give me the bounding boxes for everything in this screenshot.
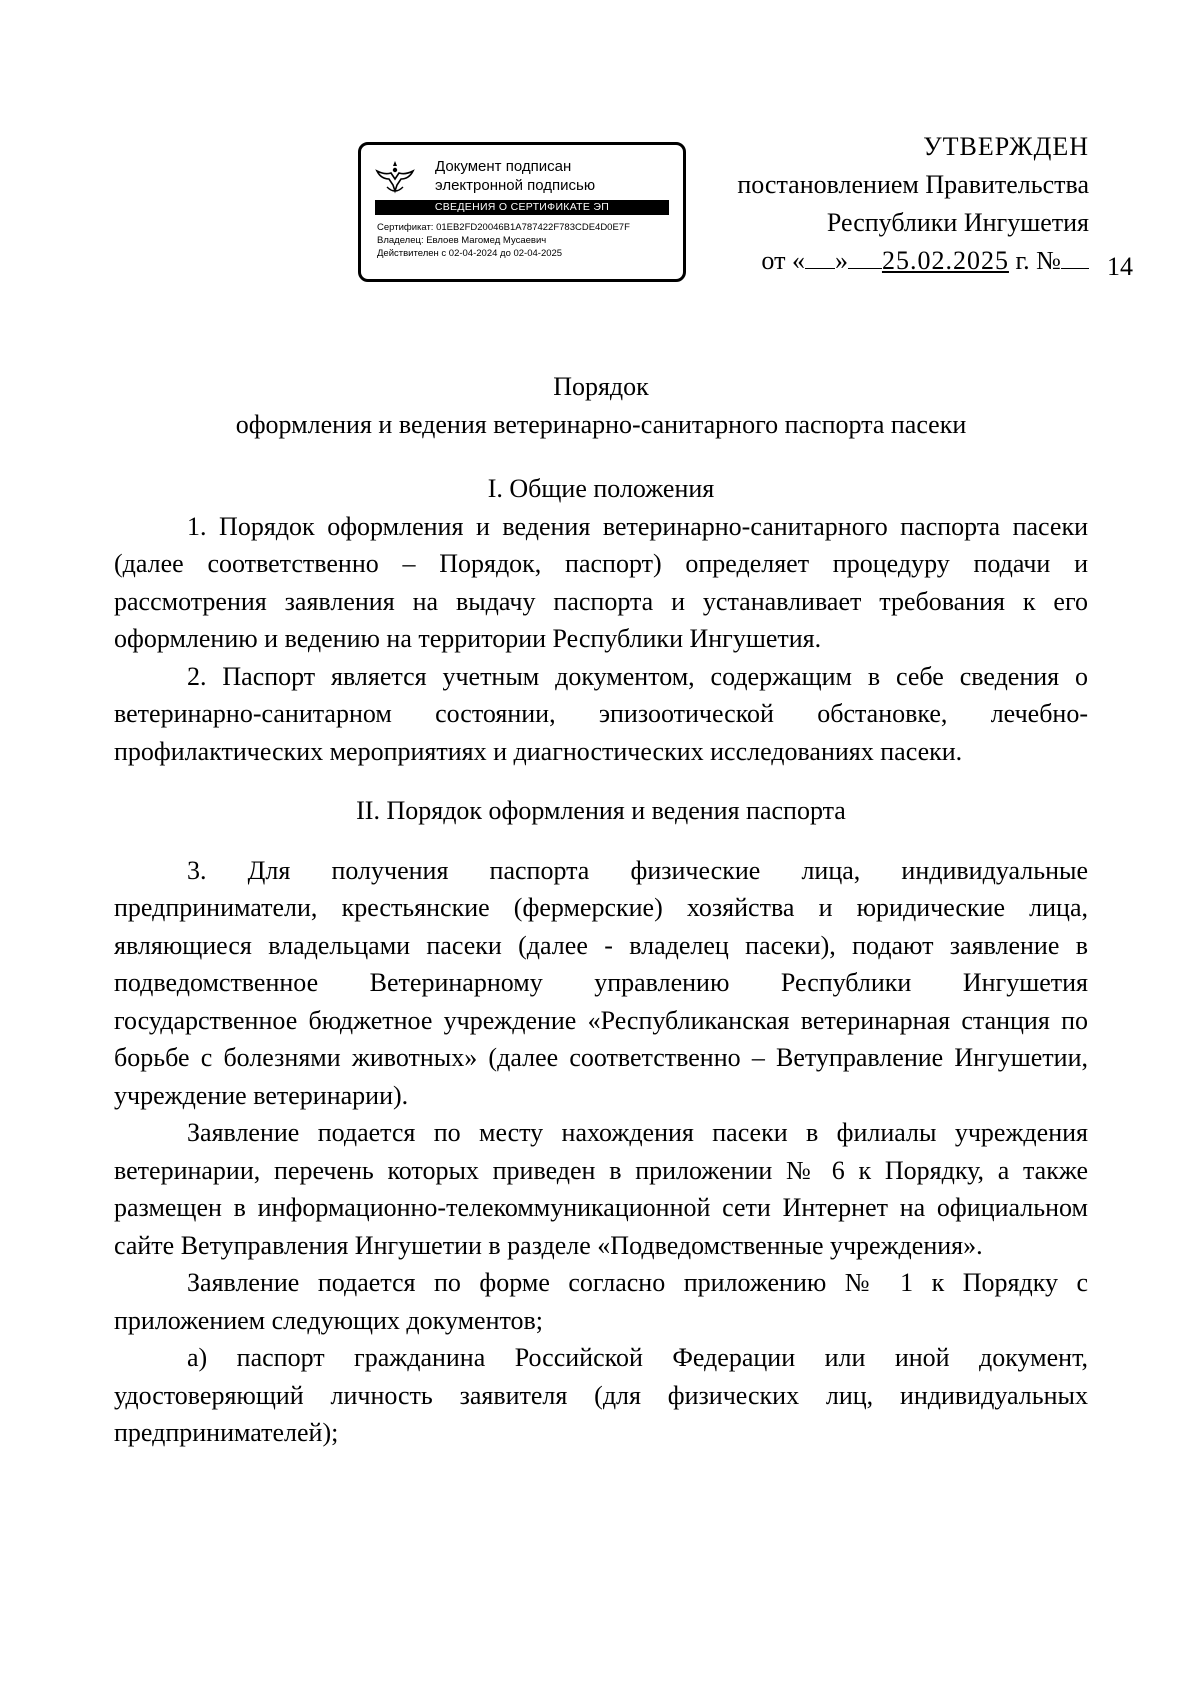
stamp-certificate-header: СВЕДЕНИЯ О СЕРТИФИКАТЕ ЭП <box>375 200 669 215</box>
stamp-validity: Действителен с 02-04-2024 до 02-04-2025 <box>377 248 563 259</box>
number-blank <box>1061 246 1089 269</box>
approval-block <box>669 128 1089 280</box>
section2-heading: II. Порядок оформления и ведения паспорта <box>356 796 846 825</box>
stamp-title-line2: электронной подписью <box>435 177 596 194</box>
date-prefix: от « <box>761 246 805 275</box>
paragraph-4: Заявление подается по месту нахождения пасеки в филиалы учреждения ветеринарии, перечень которых приведен в приложении № 6 к Порядку, а также размещен в информационно-телекоммуникационной сети Интернет на официальном сайте Ветуправления Ингушетии в разделе «Подведомственные учреждения». <box>114 1118 1088 1260</box>
date-day-blank <box>805 246 835 269</box>
paragraph-2: 2. Паспорт является учетным документом, содержащим в себе сведения о ветеринарно-санитарном состоянии, эпизоотической обстановке, лечебно-профилактических мероприятиях и диагностических исследованиях пасеки. <box>114 661 1088 766</box>
date-mid: » <box>834 246 848 275</box>
date-gap-blank <box>848 246 882 269</box>
approval-date-line <box>761 242 1089 280</box>
date-suffix: г. № <box>1008 246 1061 275</box>
coat-of-arms-icon <box>373 157 417 199</box>
stamp-title-line1: Документ подписан <box>435 158 572 175</box>
stamp-title <box>435 157 595 195</box>
document-title: Порядок <box>553 372 649 401</box>
section1-heading: I. Общие положения <box>487 474 715 503</box>
approval-date: 25.02.2025 <box>881 246 1009 275</box>
approval-line1: постановлением Правительства <box>737 170 1089 199</box>
paragraph-5: Заявление подается по форме согласно приложению № 1 к Порядку с приложением следующих документов; <box>114 1268 1088 1335</box>
stamp-owner: Владелец: Евлоев Магомед Мусаевич <box>377 235 547 246</box>
e-signature-stamp <box>358 142 686 282</box>
approval-title: УТВЕРЖДЕН <box>923 132 1089 161</box>
paragraph-3: 3. Для получения паспорта физические лица, индивидуальные предприниматели, крестьянские (фермерские) хозяйства и юридические лица, являющиеся владельцами пасеки (далее - владелец пасеки), подают заявление в подведомственное Ветеринарному управлению Республики Ингушетия государственное бюджетное учреждение «Республиканская ветеринарная станция по борьбе с болезнями животных» (далее соответственно – Ветуправление Ингушетии, учреждение ветеринарии). <box>114 855 1088 1110</box>
paragraph-1: 1. Порядок оформления и ведения ветеринарно-санитарного паспорта пасеки (далее соответственно – Порядок, паспорт) определяет процедуру подачи и рассмотрения заявления на выдачу паспорта и устанавливает требования к его оформлению и ведению на территории Республики Ингушетия. <box>114 511 1088 653</box>
approval-line2: Республики Ингушетия <box>826 208 1089 237</box>
paragraph-6: а) паспорт гражданина Российской Федерации или иной документ, удостоверяющий личность заявителя (для физических лиц, индивидуальных предпринимателей); <box>114 1343 1088 1447</box>
document-body <box>114 368 1088 1452</box>
stamp-certificate-id: Сертификат: 01EB2FD20046B1A787422F783CDE4D0E7F <box>377 222 630 233</box>
document-subtitle: оформления и ведения ветеринарно-санитарного паспорта пасеки <box>235 409 967 439</box>
approval-number: 14 <box>1107 252 1133 281</box>
